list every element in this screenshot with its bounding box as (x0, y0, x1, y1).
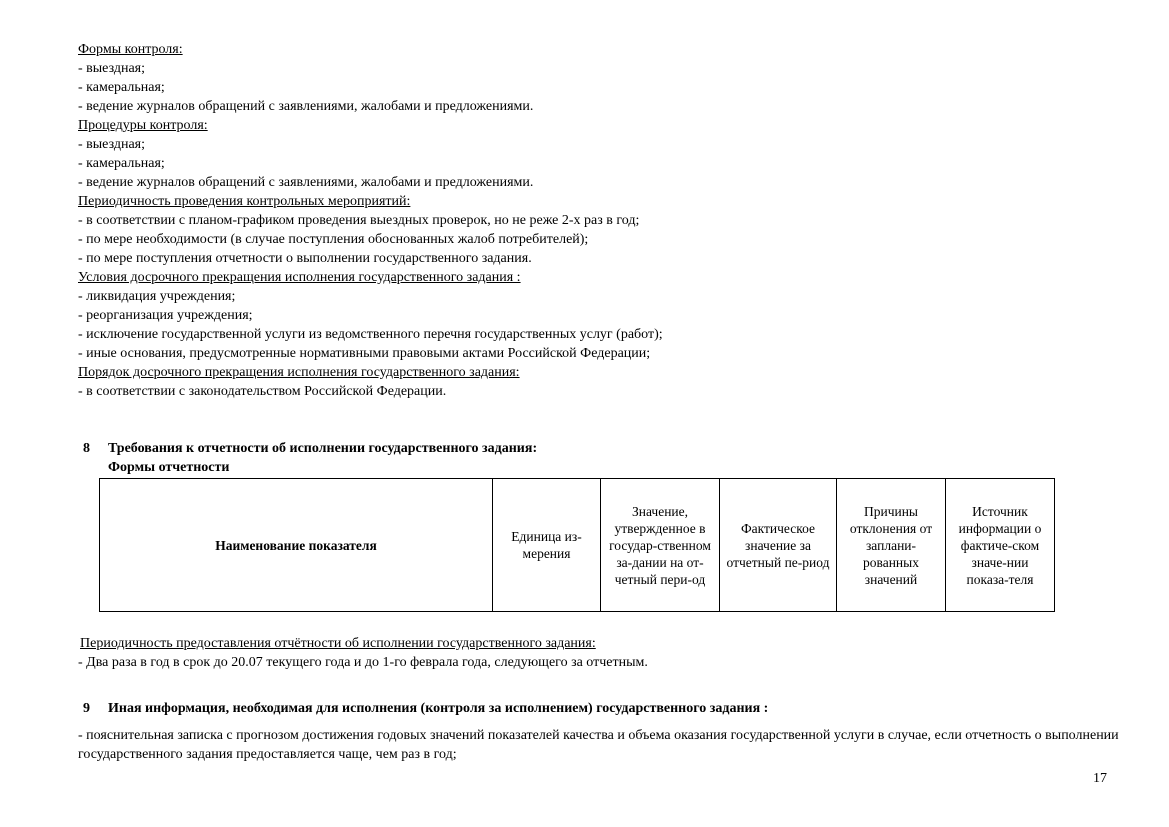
early-termination-item-2: - реорганизация учреждения; (78, 308, 253, 323)
reporting-forms-table (99, 478, 1055, 612)
table-header-row (100, 479, 1055, 612)
col-deviation-reasons: Причины отклонения от заплани-рованных значений (837, 479, 946, 612)
col-approved-value: Значение, утвержденное в государ-ственном за-дании на от-четный пери-од (601, 479, 720, 612)
procedures-heading: Процедуры контроля: (78, 118, 208, 133)
procedures-item-2: - камеральная; (78, 156, 165, 171)
periodicity-heading: Периодичность проведения контрольных мероприятий: (78, 194, 411, 209)
col-info-source: Источник информации о фактиче-ском значе-нии показа-теля (946, 479, 1055, 612)
col-indicator-name: Наименование показателя (100, 479, 493, 612)
periodicity-item-1: - в соответствии с планом-графиком проведения выездных проверок, но не реже 2-х раз в год; (78, 213, 640, 228)
forms-item-2: - камеральная; (78, 80, 165, 95)
reporting-period-text: - Два раза в год в срок до 20.07 текущего года и до 1-го феврала года, следующего за отчетным. (78, 655, 648, 670)
section-9-number: 9 (83, 701, 90, 716)
col-actual-value: Фактическое значение за отчетный пе-риод (720, 479, 837, 612)
section-9-text: - пояснительная записка с прогнозом достижения годовых значений показателей качества и объема оказания государственной услуги в случае, если отчетность о выполнении государственного задания предоставляется чаще, чем раз в год; (78, 728, 1119, 762)
periodicity-item-2: - по мере необходимости (в случае поступления обоснованных жалоб потребителей); (78, 232, 589, 247)
section-8-title: Требования к отчетности об исполнении государственного задания: (108, 441, 538, 456)
col-unit: Единица из-мерения (493, 479, 601, 612)
procedures-item-1: - выездная; (78, 137, 145, 152)
procedures-item-3: - ведение журналов обращений с заявлениями, жалобами и предложениями. (78, 175, 534, 190)
periodicity-item-3: - по мере поступления отчетности о выполнении государственного задания. (78, 251, 532, 266)
early-termination-heading: Условия досрочного прекращения исполнения государственного задания : (78, 270, 521, 285)
forms-item-1: - выездная; (78, 61, 145, 76)
early-termination-item-1: - ликвидация учреждения; (78, 289, 236, 304)
section-8-number: 8 (83, 441, 90, 456)
termination-procedure-item-1: - в соответствии с законодательством Российской Федерации. (78, 384, 447, 399)
early-termination-item-4: - иные основания, предусмотренные нормативными правовыми актами Российской Федерации; (78, 346, 651, 361)
page-number: 17 (1093, 771, 1107, 786)
forms-heading: Формы контроля: (78, 42, 183, 57)
forms-item-3: - ведение журналов обращений с заявлениями, жалобами и предложениями. (78, 99, 534, 114)
early-termination-item-3: - исключение государственной услуги из ведомственного перечня государственных услуг (работ); (78, 327, 663, 342)
termination-procedure-heading: Порядок досрочного прекращения исполнения государственного задания: (78, 365, 520, 380)
reporting-period-heading: Периодичность предоставления отчётности об исполнении государственного задания: (80, 636, 596, 651)
section-8-subtitle: Формы отчетности (108, 460, 230, 475)
section-9-title: Иная информация, необходимая для исполнения (контроля за исполнением) государственного задания : (108, 701, 769, 716)
